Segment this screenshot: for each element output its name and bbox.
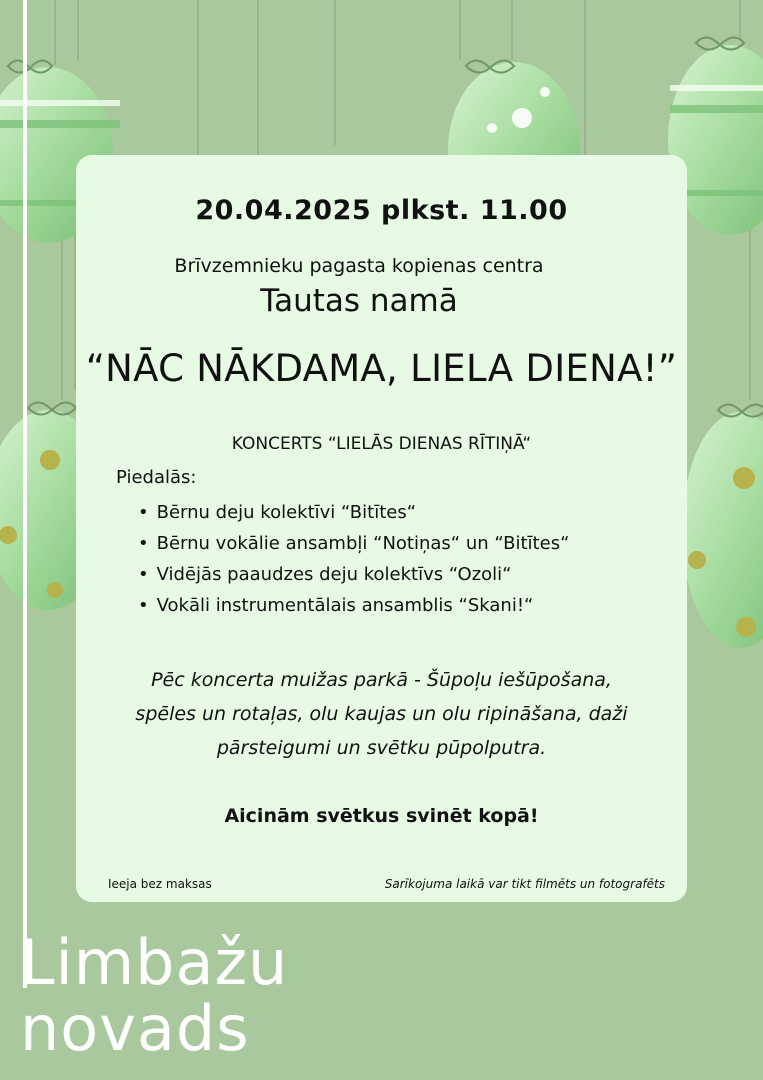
filming-note: Sarīkojuma laikā var tikt filmēts un fotografēts xyxy=(384,877,665,891)
list-item: • Bērnu deju kolektīvi “Bitītes“ xyxy=(138,497,569,528)
concert-title: KONCERTS “LIELĀS DIENAS RĪTIŅĀ“ xyxy=(231,434,532,454)
event-date-time: 20.04.2025 plkst. 11.00 xyxy=(195,195,568,226)
brand-line-1: Limbažu xyxy=(20,926,289,999)
brand-line-2: novads xyxy=(20,992,250,1065)
entry-note: Ieeja bez maksas xyxy=(108,877,212,891)
venue-name: Tautas namā xyxy=(260,283,458,319)
participants-label: Piedalās: xyxy=(116,467,197,488)
event-card xyxy=(76,155,687,902)
list-item: • Vidējās paaudzes deju kolektīvs “Ozoli“ xyxy=(138,559,569,590)
after-program-line: Pēc koncerta muižas parkā - Šūpoļu iešūpošana, xyxy=(151,669,612,691)
participants-list xyxy=(138,497,569,621)
after-program-line: pārsteigumi un svētku pūpolputra. xyxy=(216,737,547,759)
list-item: • Bērnu vokālie ansambļi “Notiņas“ un “Bitītes“ xyxy=(138,528,569,559)
event-headline: “NĀC NĀKDAMA, LIELA DIENA!” xyxy=(85,347,678,390)
venue-line: Brīvzemnieku pagasta kopienas centra xyxy=(174,255,544,277)
after-program-text xyxy=(96,663,667,765)
list-item: • Vokāli instrumentālais ansamblis “Skani!“ xyxy=(138,590,569,621)
limbazu-novads-logo xyxy=(20,926,289,1065)
after-program-line: spēles un rotaļas, olu kaujas un olu ripināšana, daži xyxy=(135,703,628,725)
egg-right-dotted xyxy=(682,404,763,648)
invitation-text: Aicinām svētkus svinēt kopā! xyxy=(224,805,539,827)
